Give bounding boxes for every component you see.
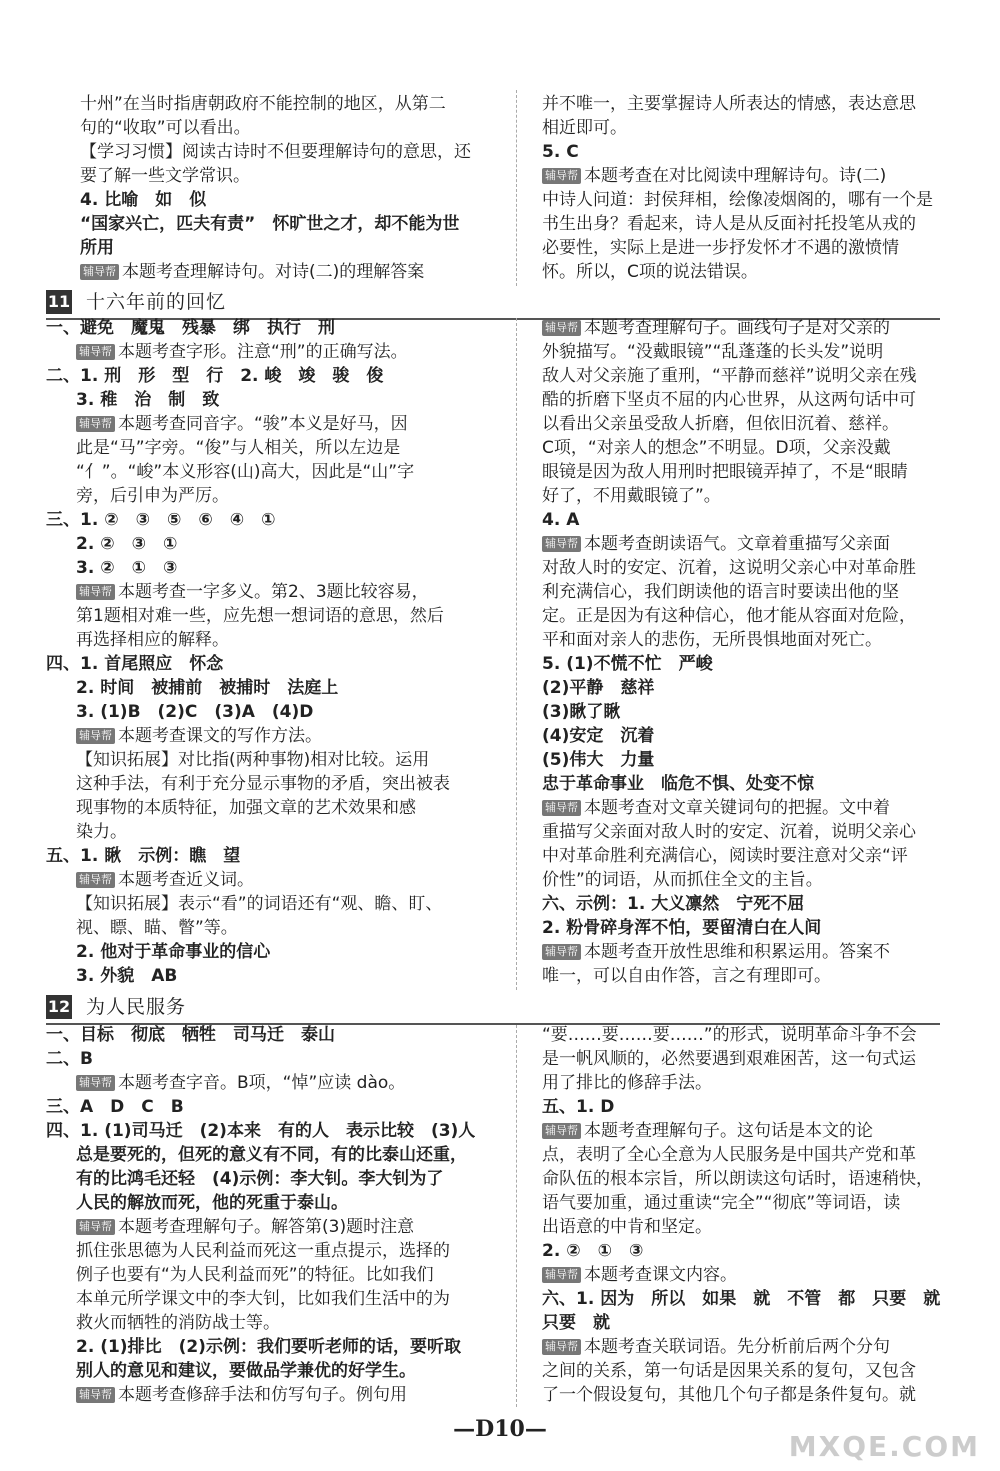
text-line-content: 二、1. 刑 形 型 行 2. 峻 竣 骏 俊 bbox=[46, 366, 384, 386]
text-line-content: 好了，不用戴眼镜了”。 bbox=[542, 486, 721, 506]
helper-tag-badge: 辅导帮 bbox=[542, 320, 581, 336]
text-line bbox=[542, 1263, 942, 1287]
text-line bbox=[46, 316, 486, 340]
text-line-content: 本题考查修辞手法和仿写句子。例句用 bbox=[118, 1385, 407, 1405]
helper-tag-badge: 辅导帮 bbox=[542, 1267, 581, 1283]
text-line bbox=[542, 92, 942, 116]
text-line-content: 本题考查理解句子。这句话是本文的论 bbox=[584, 1121, 873, 1141]
text-line bbox=[46, 412, 486, 436]
helper-tag-badge: 辅导帮 bbox=[542, 168, 581, 184]
text-line bbox=[80, 188, 480, 212]
text-line bbox=[80, 116, 480, 140]
text-line bbox=[542, 1311, 942, 1335]
section-title: 十六年前的回忆 bbox=[86, 291, 227, 313]
top-right-column bbox=[542, 92, 942, 284]
text-line bbox=[46, 820, 486, 844]
text-line bbox=[80, 260, 480, 284]
text-line-content: 忠于革命事业 临危不惧、处变不惊 bbox=[542, 774, 814, 794]
text-line-content: 再选择相应的解释。 bbox=[76, 630, 229, 650]
text-line-content: 这种手法，有利于充分显示事物的矛盾，突出被表 bbox=[76, 774, 450, 794]
text-line-content: 本题考查字形。注意“刑”的正确写法。 bbox=[118, 342, 408, 362]
text-line-content: 中诗人问道：封侯拜相，绘像凌烟阁的，哪有一个是 bbox=[542, 190, 933, 210]
text-line bbox=[542, 212, 942, 236]
text-line-content: 2. ② ③ ① bbox=[76, 534, 178, 554]
helper-tag-badge: 辅导帮 bbox=[76, 416, 115, 432]
text-line-content: 句的“收取”可以看出。 bbox=[80, 118, 251, 138]
text-line-content: 例子也要有“为人民利益而死”的特征。比如我们 bbox=[76, 1265, 434, 1285]
bot-left-column bbox=[46, 1023, 486, 1407]
text-line bbox=[46, 1071, 486, 1095]
text-line bbox=[542, 940, 942, 964]
text-line bbox=[46, 700, 486, 724]
text-line bbox=[46, 388, 486, 412]
text-line bbox=[46, 364, 486, 388]
text-line bbox=[542, 724, 942, 748]
text-line bbox=[46, 1383, 486, 1407]
text-line bbox=[46, 1359, 486, 1383]
text-line-content: 出语意的中肯和坚定。 bbox=[542, 1217, 712, 1237]
text-line-content: 四、1. (1)司马迁 (2)本来 有的人 表示比较 (3)人 bbox=[46, 1121, 476, 1141]
helper-tag-badge: 辅导帮 bbox=[542, 1123, 581, 1139]
text-line-content: 利充满信心，我们朗读他的语言时要读出他的坚 bbox=[542, 582, 899, 602]
text-line bbox=[46, 340, 486, 364]
text-line bbox=[46, 772, 486, 796]
text-line-content: 有的比鸿毛还轻 (4)示例：李大钊。李大钊为了 bbox=[76, 1169, 444, 1189]
text-line-content: 本题考查朗读语气。文章着重描写父亲面 bbox=[584, 534, 890, 554]
mid-right-column bbox=[542, 316, 942, 988]
column-divider bbox=[516, 318, 517, 990]
text-line bbox=[46, 460, 486, 484]
text-line-content: 平和面对亲人的悲伤，无所畏惧地面对死亡。 bbox=[542, 630, 882, 650]
text-line-content: 3. ② ① ③ bbox=[76, 558, 178, 578]
text-line bbox=[542, 604, 942, 628]
text-line bbox=[542, 316, 942, 340]
text-line-content: 三、1. ② ③ ⑤ ⑥ ④ ① bbox=[46, 510, 276, 530]
text-line-content: 以看出父亲虽受敌人折磨，但依旧沉着、慈祥。 bbox=[542, 414, 899, 434]
helper-tag-badge: 辅导帮 bbox=[76, 872, 115, 888]
text-line bbox=[46, 1311, 486, 1335]
text-line bbox=[46, 628, 486, 652]
text-line bbox=[542, 868, 942, 892]
text-line bbox=[46, 556, 486, 580]
text-line-content: 语气要加重，通过重读“完全”“彻底”等词语，读 bbox=[542, 1193, 901, 1213]
text-line-content: 要了解一些文学常识。 bbox=[80, 166, 250, 186]
text-line-content: 旁，后引申为严厉。 bbox=[76, 486, 229, 506]
text-line bbox=[542, 1383, 942, 1407]
text-line bbox=[46, 676, 486, 700]
text-line-content: 本题考查理解诗句。对诗(二)的理解答案 bbox=[122, 262, 425, 282]
text-line-content: 4. 比喻 如 似 bbox=[80, 190, 207, 210]
text-line-content: 是一帆风顺的，必然要遇到艰难困苦，这一句式运 bbox=[542, 1049, 916, 1069]
helper-tag-badge: 辅导帮 bbox=[542, 944, 581, 960]
text-line bbox=[542, 1239, 942, 1263]
text-line-content: 相近即可。 bbox=[542, 118, 627, 138]
text-line-content: 唯一，可以自由作答，言之有理即可。 bbox=[542, 966, 831, 986]
helper-tag-badge: 辅导帮 bbox=[542, 800, 581, 816]
text-line bbox=[46, 580, 486, 604]
text-line-content: 定。正是因为有这种信心，他才能从容面对危险， bbox=[542, 606, 916, 626]
text-line bbox=[542, 796, 942, 820]
section-header-12 bbox=[46, 993, 940, 1025]
text-line-content: 2. ② ① ③ bbox=[542, 1241, 644, 1261]
text-line bbox=[46, 940, 486, 964]
helper-tag-badge: 辅导帮 bbox=[76, 1075, 115, 1091]
text-line bbox=[80, 164, 480, 188]
text-line bbox=[542, 628, 942, 652]
text-line-content: 2. 时间 被捕前 被捕时 法庭上 bbox=[76, 678, 339, 698]
helper-tag-badge: 辅导帮 bbox=[76, 584, 115, 600]
text-line-content: 3. 稚 治 制 致 bbox=[76, 390, 220, 410]
text-line bbox=[542, 1359, 942, 1383]
text-line bbox=[542, 1287, 942, 1311]
text-line bbox=[46, 508, 486, 532]
text-line bbox=[542, 916, 942, 940]
text-line bbox=[542, 1071, 942, 1095]
text-line bbox=[542, 772, 942, 796]
text-line bbox=[46, 484, 486, 508]
section-number: 11 bbox=[46, 290, 72, 314]
watermark: MXQE.COM bbox=[788, 1430, 980, 1463]
text-line-content: 五、1. D bbox=[542, 1097, 615, 1117]
text-line-content: 六、示例：1. 大义凛然 宁死不屈 bbox=[542, 894, 805, 914]
text-line-content: 此是“马”字旁。“俊”与人相关，所以左边是 bbox=[76, 438, 401, 458]
text-line bbox=[46, 1095, 486, 1119]
text-line bbox=[542, 1023, 942, 1047]
text-line-content: 视、瞟、瞄、瞥”等。 bbox=[76, 918, 238, 938]
text-line-content: 二、B bbox=[46, 1049, 93, 1069]
column-divider bbox=[516, 90, 517, 286]
text-line-content: 对敌人时的安定、沉着，这说明父亲心中对革命胜 bbox=[542, 558, 916, 578]
text-line-content: “国家兴亡，匹夫有责” 怀旷世之才，却不能为世 bbox=[80, 214, 460, 234]
helper-tag-badge: 辅导帮 bbox=[80, 264, 119, 280]
text-line bbox=[542, 388, 942, 412]
mid-left-column bbox=[46, 316, 486, 988]
text-line-content: 一、目标 彻底 牺牲 司马迁 泰山 bbox=[46, 1025, 335, 1045]
text-line-content: 本题考查一字多义。第2、3题比较容易， bbox=[118, 582, 429, 602]
text-line-content: 书生出身？看起来，诗人是从反面衬托投笔从戎的 bbox=[542, 214, 916, 234]
text-line-content: 第1题相对难一些，应先想一想词语的意思，然后 bbox=[76, 606, 444, 626]
text-line bbox=[542, 140, 942, 164]
text-line bbox=[542, 844, 942, 868]
text-line-content: 重描写父亲面对敌人时的安定、沉着，说明父亲心 bbox=[542, 822, 916, 842]
text-line-content: 本题考查同音字。“骏”本义是好马，因 bbox=[118, 414, 408, 434]
text-line-content: 外貌描写。“没戴眼镜”“乱蓬蓬的长头发”说明 bbox=[542, 342, 884, 362]
helper-tag-badge: 辅导帮 bbox=[76, 1387, 115, 1403]
text-line-content: 救火而牺牲的消防战士等。 bbox=[76, 1313, 280, 1333]
text-line bbox=[542, 964, 942, 988]
text-line bbox=[542, 436, 942, 460]
text-line-content: 所用 bbox=[80, 238, 114, 258]
text-line-content: 必要性，实际上是进一步抒发怀才不遇的激愤情 bbox=[542, 238, 899, 258]
text-line bbox=[46, 844, 486, 868]
text-line-content: 命队伍的根本宗旨，所以朗读这句话时，语速稍快， bbox=[542, 1169, 933, 1189]
text-line bbox=[542, 1119, 942, 1143]
section-title: 为人民服务 bbox=[86, 996, 187, 1018]
text-line bbox=[542, 188, 942, 212]
text-line bbox=[542, 260, 942, 284]
text-line bbox=[46, 1215, 486, 1239]
text-line bbox=[80, 236, 480, 260]
text-line bbox=[46, 436, 486, 460]
text-line-content: 【知识拓展】对比指(两种事物)相对比较。运用 bbox=[76, 750, 430, 770]
text-line-content: 眼镜是因为敌人用刑时把眼镜弄掉了，不是“眼睛 bbox=[542, 462, 908, 482]
text-line bbox=[542, 164, 942, 188]
text-line-content: 本题考查关联词语。先分析前后两个分句 bbox=[584, 1337, 890, 1357]
text-line bbox=[46, 1239, 486, 1263]
helper-tag-badge: 辅导帮 bbox=[76, 344, 115, 360]
text-line-content: 敌人对父亲施了重刑，“平静而慈祥”说明父亲在残 bbox=[542, 366, 917, 386]
text-line bbox=[46, 1143, 486, 1167]
text-line-content: 本题考查在对比阅读中理解诗句。诗(二) bbox=[584, 166, 887, 186]
text-line-content: 2. 他对于革命事业的信心 bbox=[76, 942, 271, 962]
text-line bbox=[46, 532, 486, 556]
text-line bbox=[46, 1335, 486, 1359]
text-line bbox=[542, 1335, 942, 1359]
text-line bbox=[542, 700, 942, 724]
text-line bbox=[46, 892, 486, 916]
text-line-content: 2. 粉骨碎身浑不怕，要留清白在人间 bbox=[542, 918, 822, 938]
text-line bbox=[542, 460, 942, 484]
text-line bbox=[542, 508, 942, 532]
text-line-content: 3. (1)B (2)C (3)A (4)D bbox=[76, 702, 314, 722]
text-line-content: 本题考查开放性思维和积累运用。答案不 bbox=[584, 942, 890, 962]
text-line bbox=[80, 140, 480, 164]
text-line-content: 本题考查理解句子。画线句子是对父亲的 bbox=[584, 318, 890, 338]
text-line bbox=[46, 748, 486, 772]
text-line-content: 5. C bbox=[542, 142, 579, 162]
text-line-content: 5. (1)不慌不忙 严峻 bbox=[542, 654, 713, 674]
text-line-content: 用了排比的修辞手法。 bbox=[542, 1073, 712, 1093]
helper-tag-badge: 辅导帮 bbox=[542, 1339, 581, 1355]
text-line bbox=[542, 116, 942, 140]
text-line-content: 一、避免 魔鬼 残暴 绑 执行 刑 bbox=[46, 318, 335, 338]
text-line-content: 总是要死的，但死的意义有不同，有的比泰山还重， bbox=[76, 1145, 467, 1165]
text-line-content: 本题考查课文的写作方法。 bbox=[118, 726, 322, 746]
text-line bbox=[46, 1167, 486, 1191]
text-line-content: 现事物的本质特征，加强文章的艺术效果和感 bbox=[76, 798, 416, 818]
text-line bbox=[46, 1023, 486, 1047]
text-line bbox=[46, 604, 486, 628]
text-line-content: 【知识拓展】表示“看”的词语还有“观、瞻、盯、 bbox=[76, 894, 443, 914]
text-line bbox=[542, 340, 942, 364]
section-number: 12 bbox=[46, 995, 72, 1019]
text-line-content: (4)安定 沉着 bbox=[542, 726, 655, 746]
text-line-content: 酷的折磨下坚贞不屈的内心世界，从这两句话中可 bbox=[542, 390, 916, 410]
text-line-content: C项，“对亲人的想念”不明显。D项，父亲没戴 bbox=[542, 438, 891, 458]
text-line bbox=[542, 1167, 942, 1191]
text-line-content: “亻”。“峻”本义形容(山)高大，因此是“山”字 bbox=[76, 462, 415, 482]
text-line-content: 【学习习惯】阅读古诗时不但要理解诗句的意思，还 bbox=[80, 142, 471, 162]
text-line bbox=[80, 92, 480, 116]
text-line-content: 人民的解放而死，他的死重于泰山。 bbox=[76, 1193, 348, 1213]
text-line bbox=[542, 892, 942, 916]
text-line-content: 本题考查理解句子。解答第(3)题时注意 bbox=[118, 1217, 415, 1237]
text-line bbox=[542, 580, 942, 604]
text-line bbox=[542, 412, 942, 436]
text-line-content: 六、1. 因为 所以 如果 就 不管 都 只要 就 bbox=[542, 1289, 941, 1309]
text-line-content: 三、A D C B bbox=[46, 1097, 184, 1117]
text-line-content: 2. (1)排比 (2)示例：我们要听老师的话，要听取 bbox=[76, 1337, 461, 1357]
text-line-content: 别人的意见和建议，要做品学兼优的好学生。 bbox=[76, 1361, 416, 1381]
text-line bbox=[542, 1191, 942, 1215]
text-line bbox=[542, 484, 942, 508]
text-line bbox=[46, 1047, 486, 1071]
text-line bbox=[80, 212, 480, 236]
text-line bbox=[46, 652, 486, 676]
text-line-content: 本题考查字音。B项，“悼”应读 dào。 bbox=[118, 1073, 406, 1093]
text-line bbox=[46, 964, 486, 988]
text-line-content: 点，表明了全心全意为人民服务是中国共产党和革 bbox=[542, 1145, 916, 1165]
text-line bbox=[46, 1263, 486, 1287]
text-line-content: 之间的关系，第一句话是因果关系的复句，又包含 bbox=[542, 1361, 916, 1381]
text-line-content: 价性”的词语，从而抓住全文的主旨。 bbox=[542, 870, 823, 890]
text-line-content: 中对革命胜利充满信心，阅读时要注意对父亲“评 bbox=[542, 846, 908, 866]
text-line bbox=[542, 748, 942, 772]
text-line bbox=[542, 532, 942, 556]
text-line bbox=[542, 236, 942, 260]
helper-tag-badge: 辅导帮 bbox=[76, 728, 115, 744]
text-line-content: 五、1. 瞅 示例：瞧 望 bbox=[46, 846, 241, 866]
helper-tag-badge: 辅导帮 bbox=[542, 536, 581, 552]
top-left-column bbox=[80, 92, 480, 284]
text-line-content: (5)伟大 力量 bbox=[542, 750, 655, 770]
text-line bbox=[46, 1119, 486, 1143]
text-line bbox=[542, 820, 942, 844]
text-line-content: (3)瞅了瞅 bbox=[542, 702, 621, 722]
page-number: —D10— bbox=[453, 1416, 547, 1442]
text-line-content: 3. 外貌 AB bbox=[76, 966, 178, 986]
text-line bbox=[542, 1095, 942, 1119]
text-line bbox=[46, 724, 486, 748]
text-line bbox=[542, 364, 942, 388]
helper-tag-badge: 辅导帮 bbox=[76, 1219, 115, 1235]
text-line bbox=[542, 1143, 942, 1167]
text-line bbox=[542, 652, 942, 676]
text-line-content: 本题考查对文章关键词句的把握。文中着 bbox=[584, 798, 890, 818]
text-line-content: “要……要……要……”的形式，说明革命斗争不会 bbox=[542, 1025, 917, 1045]
text-line bbox=[46, 1191, 486, 1215]
text-line bbox=[542, 556, 942, 580]
text-line-content: 本题考查近义词。 bbox=[118, 870, 254, 890]
bot-right-column bbox=[542, 1023, 942, 1407]
text-line-content: 十州”在当时指唐朝政府不能控制的地区，从第二 bbox=[80, 94, 446, 114]
text-line bbox=[46, 868, 486, 892]
text-line bbox=[46, 916, 486, 940]
text-line bbox=[46, 1287, 486, 1311]
text-line-content: 怀。所以，C项的说法错误。 bbox=[542, 262, 758, 282]
text-line bbox=[46, 796, 486, 820]
text-line-content: 染力。 bbox=[76, 822, 127, 842]
text-line-content: 了一个假设复句，其他几个句子都是条件复句。就 bbox=[542, 1385, 916, 1405]
text-line-content: 抓住张思德为人民利益而死这一重点提示，选择的 bbox=[76, 1241, 450, 1261]
text-line-content: 本题考查课文内容。 bbox=[584, 1265, 737, 1285]
text-line bbox=[542, 676, 942, 700]
text-line-content: 本单元所学课文中的李大钊，比如我们生活中的为 bbox=[76, 1289, 450, 1309]
text-line-content: 只要 就 bbox=[542, 1313, 610, 1333]
text-line bbox=[542, 1047, 942, 1071]
text-line-content: (2)平静 慈祥 bbox=[542, 678, 655, 698]
text-line-content: 并不唯一，主要掌握诗人所表达的情感，表达意思 bbox=[542, 94, 916, 114]
text-line bbox=[542, 1215, 942, 1239]
text-line-content: 四、1. 首尾照应 怀念 bbox=[46, 654, 224, 674]
column-divider bbox=[516, 1025, 517, 1407]
text-line-content: 4. A bbox=[542, 510, 580, 530]
